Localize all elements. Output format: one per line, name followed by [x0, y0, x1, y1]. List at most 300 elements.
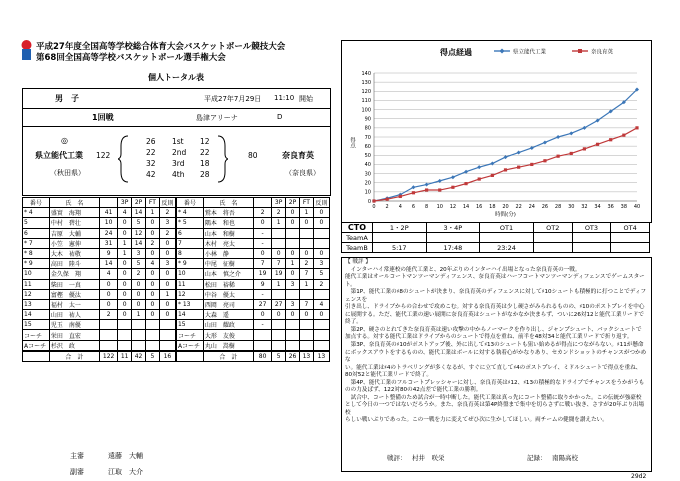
legend-label: 奈良育英: [591, 49, 614, 56]
player-3p: 0: [118, 299, 132, 309]
data-point: [372, 199, 375, 202]
player-number: * 7: [23, 238, 50, 248]
review-paragraph: い。能代工業は♯4のトラベリングが多くなるが、すぐに立て直して♯4のポストプレイ、ミドルシュートで得点を重ね、: [345, 364, 642, 371]
col-3p: 3P: [118, 198, 132, 208]
player-ft: 0: [299, 248, 313, 258]
data-point: [504, 155, 508, 159]
player-fouls: [313, 228, 329, 238]
recorder-name: 南陽高校: [552, 454, 578, 462]
tournament-logo-icon: [20, 39, 33, 61]
player-3p: 0: [118, 259, 132, 269]
period-label: 4th: [172, 170, 185, 179]
table-row: [23, 299, 330, 309]
timeout-cell: OT1: [480, 223, 534, 233]
player-number: 15: [23, 320, 50, 330]
data-point: [517, 166, 520, 169]
player-points: 31: [100, 238, 118, 248]
x-tick-label: 34: [594, 204, 601, 210]
player-ft: 0: [145, 269, 159, 279]
player-number: 10: [176, 269, 203, 279]
umpire-name: 江取 大介: [108, 468, 143, 476]
table-row: [23, 218, 330, 228]
timeout-table: [341, 222, 650, 253]
y-tick-label: 30: [364, 171, 371, 178]
player-points: 24: [100, 228, 118, 238]
player-ft: 4: [145, 259, 159, 269]
x-tick-label: 40: [633, 204, 641, 210]
player-points: 0: [254, 248, 272, 258]
x-tick-label: 22: [515, 204, 522, 210]
y-tick-label: 120: [361, 89, 371, 96]
data-point: [477, 165, 481, 169]
x-tick-label: 4: [398, 204, 402, 210]
player-2p: [286, 228, 300, 238]
player-fouls: 0: [159, 299, 176, 309]
player-number: 8: [176, 248, 203, 258]
player-fouls: 4: [313, 299, 329, 309]
player-ft: 0: [145, 248, 159, 258]
col-ft: FT: [145, 198, 159, 208]
data-point: [490, 162, 494, 166]
col-points: [254, 198, 272, 208]
data-point: [583, 147, 586, 150]
y-tick-label: 90: [364, 116, 371, 123]
player-2p: 0: [286, 218, 300, 228]
player-number: 7: [176, 238, 203, 248]
period-team-a-score: 42: [146, 170, 156, 179]
table-row: [23, 259, 330, 269]
player-3p: 0: [118, 310, 132, 320]
player-ft: [299, 238, 313, 248]
player-points: 0: [254, 310, 272, 320]
y-tick-label: 100: [361, 107, 371, 114]
player-points: 10: [100, 218, 118, 228]
review-paragraph: 第4P、能代工業のフルコートプレッシャーに対し、奈良育英は♯12、♯13の積極的なドライブでチャンスをうかがうものの力及ばず、122対80の42点差で能代工業の勝利。: [345, 379, 645, 394]
total-f: 13: [313, 351, 329, 362]
player-fouls: [159, 340, 176, 351]
timeout-cell: [426, 233, 480, 243]
player-number: コーチ: [23, 330, 50, 340]
referee-name: 遠藤 大輔: [108, 452, 143, 460]
y-axis-label: 得点: [349, 137, 355, 148]
player-2p: 1: [286, 259, 300, 269]
timeout-row-label: TeamA: [342, 233, 373, 243]
player-2p: 3: [132, 248, 146, 258]
player-points: 2: [100, 310, 118, 320]
player-2p: 5: [132, 259, 146, 269]
col-points: [100, 198, 118, 208]
data-point: [399, 195, 402, 198]
divider: [22, 108, 331, 109]
player-3p: 1: [272, 218, 286, 228]
x-tick-label: 2: [385, 204, 389, 210]
y-tick-label: 10: [364, 189, 371, 196]
player-number: * 13: [176, 299, 203, 309]
player-points: [254, 340, 272, 351]
player-3p: [272, 238, 286, 248]
player-ft: [299, 340, 313, 351]
player-fouls: 0: [313, 248, 329, 258]
player-fouls: 0: [159, 238, 176, 248]
data-point: [622, 134, 625, 137]
player-fouls: 0: [159, 269, 176, 279]
col-name: 氏 名: [49, 198, 99, 208]
player-2p: 0: [286, 208, 300, 218]
player-3p: [118, 330, 132, 340]
player-fouls: [159, 320, 176, 330]
divider: [22, 126, 331, 127]
player-name: 山本 和樹: [203, 228, 253, 238]
player-ft: 2: [145, 238, 159, 248]
review-paragraph: 試合中、コート整備のため試合が一時中断した。能代工業は真っ先にコート整備に取りかかった。この伝統が強豪校: [345, 394, 642, 401]
player-3p: 27: [272, 299, 286, 309]
player-ft: [299, 330, 313, 340]
player-ft: 0: [299, 310, 313, 320]
x-tick-label: 24: [528, 204, 535, 210]
team-b-prefecture: （奈良県）: [285, 169, 320, 177]
total-ft: 13: [299, 351, 313, 362]
player-name: 隅本 和也: [203, 218, 253, 228]
col-number: 番号: [176, 198, 203, 208]
player-number: Aコーチ: [23, 340, 50, 351]
review-body: [342, 267, 651, 425]
player-ft: [299, 289, 313, 299]
player-name: 小笠 憲伸: [49, 238, 99, 248]
timeout-cell: 23:24: [480, 243, 534, 253]
championship-title: 第68回全国高等学校バスケットボール選手権大会: [36, 53, 226, 63]
data-point: [530, 163, 533, 166]
period-label: 1st: [172, 137, 184, 146]
total-ft: 5: [145, 351, 159, 362]
col-ft: FT: [299, 198, 313, 208]
player-2p: [132, 340, 146, 351]
player-ft: 7: [299, 299, 313, 309]
player-number: 15: [176, 320, 203, 330]
player-points: -: [254, 320, 272, 330]
data-point: [609, 138, 612, 141]
player-2p: [132, 330, 146, 340]
timeout-cell: 5:17: [373, 243, 427, 253]
period-team-a-score: 22: [146, 148, 156, 157]
player-name: 山田 祐人: [49, 310, 99, 320]
player-fouls: 0: [159, 248, 176, 258]
player-points: 19: [254, 269, 272, 279]
player-points: 4: [100, 269, 118, 279]
player-points: 9: [100, 248, 118, 258]
col-fouls: 反則: [159, 198, 176, 208]
player-2p: [286, 340, 300, 351]
player-points: -: [254, 228, 272, 238]
data-point: [570, 152, 573, 155]
round-label: 1回戦: [92, 113, 114, 122]
player-points: 41: [100, 208, 118, 218]
player-2p: [132, 320, 146, 330]
player-points: [254, 330, 272, 340]
player-name: 木村 亮太: [203, 238, 253, 248]
player-2p: 0: [286, 248, 300, 258]
table-row: [23, 330, 330, 340]
player-name: 中尾 征樹: [203, 259, 253, 269]
team-a-name: 県立能代工業: [35, 151, 83, 160]
player-3p: 0: [118, 269, 132, 279]
timeout-row-label: TeamB: [342, 243, 373, 253]
player-3p: 2: [272, 208, 286, 218]
totals-label: 合 計: [203, 351, 253, 362]
player-ft: 2: [299, 259, 313, 269]
player-name: 小林 静: [203, 248, 253, 258]
player-number: 13: [23, 299, 50, 309]
y-tick-label: 80: [364, 125, 371, 132]
player-ft: [299, 320, 313, 330]
player-ft: 0: [145, 228, 159, 238]
col-2p: 2P: [286, 198, 300, 208]
player-name: 大形 友俊: [203, 330, 253, 340]
gender-label: 男 子: [55, 94, 79, 103]
timeout-cell: 3・4P: [426, 223, 480, 233]
legend-marker: [578, 49, 582, 53]
player-number: * 9: [23, 259, 50, 269]
player-ft: 0: [299, 218, 313, 228]
player-2p: 14: [132, 208, 146, 218]
table-row: [23, 269, 330, 279]
player-3p: 19: [272, 269, 286, 279]
winner-mark-icon: ◎: [61, 136, 68, 145]
data-point: [464, 182, 467, 185]
data-point: [556, 135, 560, 139]
total-p2: 42: [132, 351, 146, 362]
player-name: 高田 陸斗: [49, 259, 99, 269]
player-ft: 1: [145, 208, 159, 218]
player-3p: 1: [118, 248, 132, 258]
x-tick-label: 28: [554, 204, 562, 210]
y-tick-label: 140: [361, 70, 371, 77]
player-number: * 9: [176, 259, 203, 269]
player-number: * 8: [23, 248, 50, 258]
data-point: [491, 174, 494, 177]
player-ft: [145, 320, 159, 330]
timeout-cell: [533, 243, 572, 253]
player-number: * 4: [176, 208, 203, 218]
y-tick-label: 40: [364, 162, 371, 169]
player-points: 9: [254, 279, 272, 289]
player-ft: [145, 340, 159, 351]
col-2p: 2P: [132, 198, 146, 208]
player-fouls: 0: [313, 208, 329, 218]
player-fouls: 3: [159, 218, 176, 228]
player-3p: 1: [118, 238, 132, 248]
y-tick-label: 50: [364, 153, 371, 160]
player-number: 14: [23, 310, 50, 320]
x-tick-label: 26: [541, 204, 549, 210]
player-name: 福村 太一: [49, 299, 99, 309]
player-2p: 0: [286, 310, 300, 320]
player-ft: [299, 228, 313, 238]
page-number: 29d2: [631, 473, 647, 480]
player-2p: [286, 330, 300, 340]
player-stats-table: [22, 197, 330, 362]
data-point: [504, 168, 507, 171]
timeout-cell: [572, 243, 611, 253]
review-paragraph: 能代工業はオールコートマンツーマンディフェンス、奈良育英はハーフコートマンツーマンディフェンスでゲームスタート。: [345, 274, 645, 288]
totals-spacer: [23, 351, 50, 362]
player-points: [100, 330, 118, 340]
player-fouls: 0: [159, 279, 176, 289]
review-paragraph: 第2P、硬さのとれてきた奈良育英は速い攻撃の中からノーマークを作り出し、ジャンプシュート、バックシュートで: [345, 326, 642, 333]
data-point: [635, 126, 638, 129]
player-number: 14: [176, 310, 203, 320]
game-date: 平成27年7月29日: [204, 95, 262, 103]
player-3p: 0: [272, 310, 286, 320]
x-tick-label: 36: [607, 204, 614, 210]
timeout-cell: OT4: [611, 223, 650, 233]
table-row: [23, 238, 330, 248]
player-3p: [272, 228, 286, 238]
timeout-cell: [572, 233, 611, 243]
player-3p: [118, 340, 132, 351]
total-p3: 5: [272, 351, 286, 362]
player-number: 12: [176, 289, 203, 299]
player-fouls: 2: [159, 228, 176, 238]
player-fouls: 0: [313, 310, 329, 320]
player-number: * 4: [23, 208, 50, 218]
score-progress-chart: [341, 40, 652, 223]
recorder-label: 記録：: [527, 454, 547, 462]
player-name: 西岡 亮司: [203, 299, 253, 309]
player-3p: 0: [118, 289, 132, 299]
player-2p: 3: [286, 279, 300, 289]
col-name: 氏 名: [203, 198, 253, 208]
player-name: 丸山 嵩樹: [203, 340, 253, 351]
player-fouls: 0: [159, 310, 176, 320]
x-tick-label: 10: [436, 204, 443, 210]
player-number: 5: [23, 218, 50, 228]
data-point: [569, 131, 573, 135]
player-points: 0: [100, 279, 118, 289]
review-paragraph: 第3P、奈良育英の♯10がポストアップ後、外に出して♯13のシュートも狙い始めるが得点につながらない。♯11が懸命: [345, 342, 644, 349]
timeout-cell: [533, 233, 572, 243]
player-3p: 4: [118, 208, 132, 218]
player-fouls: [159, 330, 176, 340]
legend-label: 県立能代工業: [513, 49, 547, 56]
player-3p: [272, 289, 286, 299]
total-p2: 26: [286, 351, 300, 362]
data-point: [596, 143, 599, 146]
review-paragraph: として今日の一つではないだろうか。また、奈良育英は第4P終盤まで集中を切らさずに戦い抜き、さすが20年ぶり出場校: [345, 402, 645, 416]
player-points: 7: [254, 259, 272, 269]
total-pts: 122: [100, 351, 118, 362]
team-b-score: 80: [248, 151, 258, 160]
y-tick-label: 20: [364, 180, 371, 187]
player-name: 柴田 一真: [49, 279, 99, 289]
tournament-title: 平成27年度全国高等学校総合体育大会バスケットボール競技大会: [36, 42, 286, 52]
player-2p: 0: [286, 269, 300, 279]
x-tick-label: 32: [581, 204, 588, 210]
y-tick-label: 110: [361, 98, 371, 105]
player-name: 松田 裕稀: [203, 279, 253, 289]
court-label: D: [277, 113, 283, 121]
player-2p: [286, 238, 300, 248]
player-name: 金久保 翔: [49, 269, 99, 279]
player-ft: 0: [145, 289, 159, 299]
team-a-prefecture: （秋田県）: [50, 169, 85, 177]
x-tick-label: 20: [502, 204, 509, 210]
player-points: 0: [100, 289, 118, 299]
totals-row: [23, 351, 330, 362]
total-pts: 80: [254, 351, 272, 362]
player-2p: 0: [132, 299, 146, 309]
timeout-row-label: CTO: [342, 223, 373, 233]
player-name: 大木 祐敬: [49, 248, 99, 258]
player-2p: 3: [286, 299, 300, 309]
player-name: 大森 遥: [203, 310, 253, 320]
page-title: 個人トータル表: [148, 73, 204, 82]
player-2p: 12: [132, 228, 146, 238]
player-2p: [286, 289, 300, 299]
player-fouls: 3: [159, 259, 176, 269]
player-2p: 14: [132, 238, 146, 248]
data-point: [557, 155, 560, 158]
player-points: [100, 340, 118, 351]
player-fouls: [313, 320, 329, 330]
data-point: [386, 198, 389, 201]
timeout-cell: 17:48: [426, 243, 480, 253]
player-3p: [272, 330, 286, 340]
period-team-a-score: 32: [146, 159, 156, 168]
data-point: [425, 183, 429, 187]
player-ft: 0: [145, 279, 159, 289]
data-point: [478, 177, 481, 180]
player-fouls: 2: [159, 208, 176, 218]
player-number: コーチ: [176, 330, 203, 340]
player-points: 0: [100, 299, 118, 309]
player-2p: 1: [132, 310, 146, 320]
period-team-b-score: 18: [200, 159, 210, 168]
player-3p: 0: [118, 279, 132, 289]
player-ft: 1: [299, 279, 313, 289]
data-point: [438, 179, 442, 183]
game-start-label: 開始: [299, 95, 313, 103]
col-number: 番号: [23, 198, 50, 208]
player-points: [100, 320, 118, 330]
review-paragraph: 第1P、能代工業の♯8のシュートが決まり、奈良育英のディフェンスに対して♯10シュートも積極的に打つことでディフェンスを: [345, 289, 647, 303]
player-3p: [272, 340, 286, 351]
player-2p: 5: [132, 218, 146, 228]
data-point: [543, 140, 547, 144]
x-tick-label: 16: [476, 204, 483, 210]
player-name: 鷲本 将吾: [203, 208, 253, 218]
data-point: [425, 188, 428, 191]
review-paragraph: 引き出し、ドライブからの合わせで攻めこむ。対する奈良育英は少し硬さがみられるものの、♯10のポストプレイを中心: [345, 304, 645, 311]
game-time: 11:10: [274, 94, 295, 102]
player-name: 中村 碧壮: [49, 218, 99, 228]
totals-spacer: [176, 351, 203, 362]
player-2p: 2: [132, 269, 146, 279]
period-team-b-score: 28: [200, 170, 210, 179]
team-b-name: 奈良育英: [282, 151, 314, 160]
player-3p: 1: [272, 279, 286, 289]
x-tick-label: 18: [489, 204, 496, 210]
review-paragraph: にボックスアウトをするものの、能代工業はボールに対する執着心がかなりあり、セカンドショットのチャンスがつかめな: [345, 349, 647, 364]
timeout-cell: 1・2P: [373, 223, 427, 233]
data-point: [517, 151, 521, 155]
player-points: 2: [254, 208, 272, 218]
period-team-b-score: 22: [200, 148, 210, 157]
review-writer: 村井 咲栄: [412, 454, 445, 462]
data-point: [438, 188, 441, 191]
player-number: 6: [176, 228, 203, 238]
player-number: 10: [23, 269, 50, 279]
player-name: 中谷 優太: [203, 289, 253, 299]
